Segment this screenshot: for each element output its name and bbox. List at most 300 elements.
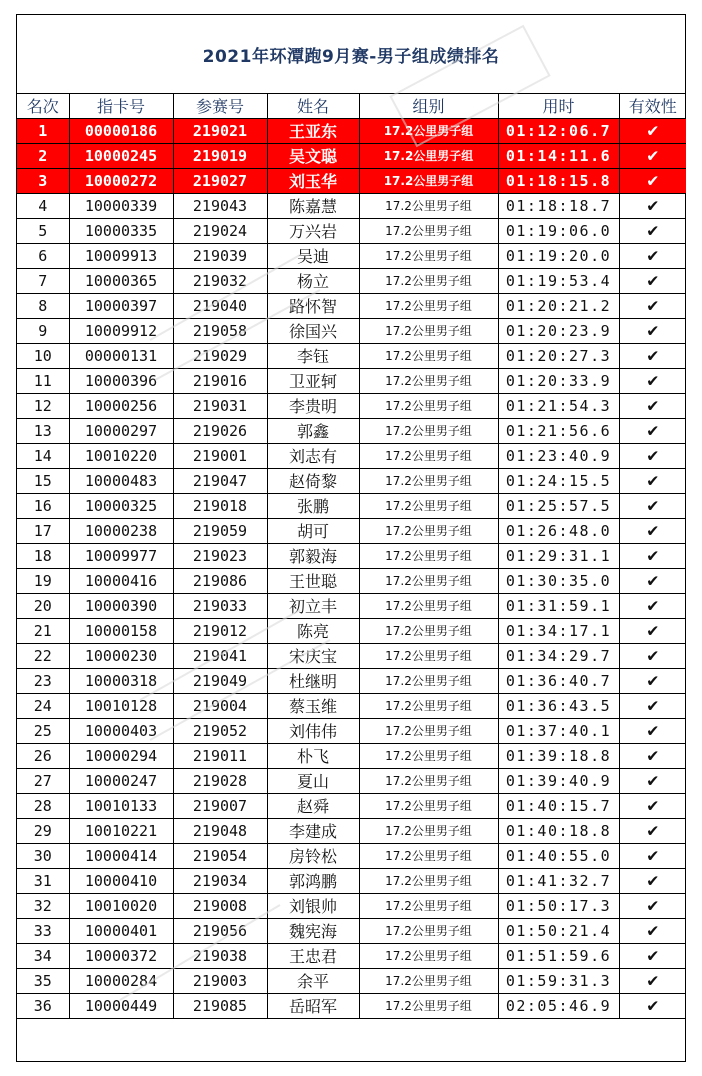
cell-group: 17.2公里男子组: [359, 768, 498, 793]
cell-runner-name: 杜继明: [267, 668, 359, 693]
cell-rank: 36: [17, 993, 69, 1018]
cell-runner-name: 吴迪: [267, 243, 359, 268]
cell-runner-name: 陈嘉慧: [267, 193, 359, 218]
cell-bib-number: 219023: [173, 543, 267, 568]
cell-group: 17.2公里男子组: [359, 118, 498, 143]
cell-rank: 25: [17, 718, 69, 743]
cell-finish-time: 01:19:20.0: [498, 243, 619, 268]
cell-finish-time: 01:50:17.3: [498, 893, 619, 918]
cell-bib-number: 219027: [173, 168, 267, 193]
cell-bib-number: 219001: [173, 443, 267, 468]
table-row: [17, 718, 686, 743]
header-bib: 参赛号: [173, 94, 267, 118]
table-row: [17, 168, 686, 193]
cell-valid-check: ✔: [619, 368, 686, 393]
cell-rank: 20: [17, 593, 69, 618]
cell-rank: 24: [17, 693, 69, 718]
cell-finish-time: 01:40:55.0: [498, 843, 619, 868]
cell-card-number: 10000272: [69, 168, 173, 193]
cell-valid-check: ✔: [619, 343, 686, 368]
cell-finish-time: 01:18:15.8: [498, 168, 619, 193]
table-row: [17, 643, 686, 668]
table-row: [17, 393, 686, 418]
cell-group: 17.2公里男子组: [359, 593, 498, 618]
table-row: [17, 818, 686, 843]
cell-card-number: 10010220: [69, 443, 173, 468]
cell-bib-number: 219039: [173, 243, 267, 268]
cell-valid-check: ✔: [619, 143, 686, 168]
cell-rank: 26: [17, 743, 69, 768]
cell-group: 17.2公里男子组: [359, 393, 498, 418]
table-row: [17, 993, 686, 1018]
table-row: [17, 693, 686, 718]
cell-finish-time: 01:20:21.2: [498, 293, 619, 318]
cell-group: 17.2公里男子组: [359, 418, 498, 443]
cell-valid-check: ✔: [619, 643, 686, 668]
cell-valid-check: ✔: [619, 518, 686, 543]
cell-group: 17.2公里男子组: [359, 143, 498, 168]
cell-valid-check: ✔: [619, 768, 686, 793]
cell-runner-name: 朴飞: [267, 743, 359, 768]
cell-card-number: 10000449: [69, 993, 173, 1018]
table-row: [17, 193, 686, 218]
results-body: [17, 118, 686, 1018]
cell-valid-check: ✔: [619, 218, 686, 243]
table-row: [17, 893, 686, 918]
cell-group: 17.2公里男子组: [359, 543, 498, 568]
cell-group: 17.2公里男子组: [359, 893, 498, 918]
cell-card-number: 10009977: [69, 543, 173, 568]
header-time: 用时: [498, 94, 619, 118]
cell-card-number: 10000396: [69, 368, 173, 393]
cell-finish-time: 01:41:32.7: [498, 868, 619, 893]
cell-rank: 2: [17, 143, 69, 168]
cell-group: 17.2公里男子组: [359, 568, 498, 593]
cell-bib-number: 219008: [173, 893, 267, 918]
cell-valid-check: ✔: [619, 243, 686, 268]
cell-card-number: 10000416: [69, 568, 173, 593]
cell-valid-check: ✔: [619, 818, 686, 843]
cell-group: 17.2公里男子组: [359, 268, 498, 293]
cell-group: 17.2公里男子组: [359, 168, 498, 193]
cell-card-number: 10000365: [69, 268, 173, 293]
cell-rank: 19: [17, 568, 69, 593]
cell-rank: 11: [17, 368, 69, 393]
cell-group: 17.2公里男子组: [359, 618, 498, 643]
cell-runner-name: 郭鸿鹏: [267, 868, 359, 893]
cell-group: 17.2公里男子组: [359, 343, 498, 368]
cell-runner-name: 路怀智: [267, 293, 359, 318]
cell-group: 17.2公里男子组: [359, 293, 498, 318]
cell-rank: 14: [17, 443, 69, 468]
cell-finish-time: 02:05:46.9: [498, 993, 619, 1018]
cell-rank: 12: [17, 393, 69, 418]
cell-card-number: 10000318: [69, 668, 173, 693]
table-row: [17, 243, 686, 268]
cell-card-number: 10000414: [69, 843, 173, 868]
cell-finish-time: 01:19:06.0: [498, 218, 619, 243]
cell-valid-check: ✔: [619, 568, 686, 593]
cell-rank: 31: [17, 868, 69, 893]
cell-runner-name: 赵舜: [267, 793, 359, 818]
cell-valid-check: ✔: [619, 918, 686, 943]
cell-valid-check: ✔: [619, 593, 686, 618]
cell-card-number: 10000410: [69, 868, 173, 893]
table-row: [17, 343, 686, 368]
cell-runner-name: 夏山: [267, 768, 359, 793]
header-rank: 名次: [17, 94, 69, 118]
cell-valid-check: ✔: [619, 968, 686, 993]
cell-finish-time: 01:39:18.8: [498, 743, 619, 768]
cell-runner-name: 李钰: [267, 343, 359, 368]
cell-runner-name: 岳昭军: [267, 993, 359, 1018]
table-row: [17, 418, 686, 443]
cell-runner-name: 魏宪海: [267, 918, 359, 943]
cell-card-number: 00000131: [69, 343, 173, 368]
cell-finish-time: 01:25:57.5: [498, 493, 619, 518]
cell-rank: 29: [17, 818, 69, 843]
cell-finish-time: 01:40:15.7: [498, 793, 619, 818]
cell-group: 17.2公里男子组: [359, 468, 498, 493]
cell-runner-name: 蔡玉维: [267, 693, 359, 718]
cell-finish-time: 01:59:31.3: [498, 968, 619, 993]
cell-finish-time: 01:40:18.8: [498, 818, 619, 843]
table-row: [17, 568, 686, 593]
cell-runner-name: 郭毅海: [267, 543, 359, 568]
cell-finish-time: 01:51:59.6: [498, 943, 619, 968]
table-row: [17, 493, 686, 518]
cell-card-number: 10010128: [69, 693, 173, 718]
cell-rank: 27: [17, 768, 69, 793]
table-row: [17, 768, 686, 793]
cell-valid-check: ✔: [619, 418, 686, 443]
cell-finish-time: 01:20:23.9: [498, 318, 619, 343]
cell-rank: 30: [17, 843, 69, 868]
cell-runner-name: 李贵明: [267, 393, 359, 418]
cell-rank: 35: [17, 968, 69, 993]
cell-runner-name: 刘伟伟: [267, 718, 359, 743]
cell-card-number: 10010133: [69, 793, 173, 818]
cell-runner-name: 张鹏: [267, 493, 359, 518]
cell-runner-name: 房铃松: [267, 843, 359, 868]
header-valid: 有效性: [619, 94, 686, 118]
results-sheet: [16, 14, 686, 1062]
cell-card-number: 10000372: [69, 943, 173, 968]
cell-valid-check: ✔: [619, 743, 686, 768]
cell-bib-number: 219047: [173, 468, 267, 493]
cell-group: 17.2公里男子组: [359, 743, 498, 768]
cell-bib-number: 219054: [173, 843, 267, 868]
table-row: [17, 843, 686, 868]
cell-valid-check: ✔: [619, 868, 686, 893]
cell-finish-time: 01:50:21.4: [498, 918, 619, 943]
cell-rank: 8: [17, 293, 69, 318]
cell-group: 17.2公里男子组: [359, 518, 498, 543]
cell-card-number: 10000230: [69, 643, 173, 668]
cell-bib-number: 219021: [173, 118, 267, 143]
cell-card-number: 10000294: [69, 743, 173, 768]
cell-bib-number: 219086: [173, 568, 267, 593]
cell-bib-number: 219048: [173, 818, 267, 843]
header-group: 组别: [359, 94, 498, 118]
cell-rank: 3: [17, 168, 69, 193]
cell-rank: 9: [17, 318, 69, 343]
cell-finish-time: 01:36:43.5: [498, 693, 619, 718]
cell-group: 17.2公里男子组: [359, 818, 498, 843]
cell-bib-number: 219019: [173, 143, 267, 168]
cell-rank: 23: [17, 668, 69, 693]
cell-bib-number: 219040: [173, 293, 267, 318]
cell-valid-check: ✔: [619, 993, 686, 1018]
cell-finish-time: 01:14:11.6: [498, 143, 619, 168]
cell-valid-check: ✔: [619, 493, 686, 518]
cell-rank: 5: [17, 218, 69, 243]
cell-bib-number: 219024: [173, 218, 267, 243]
cell-bib-number: 219028: [173, 768, 267, 793]
cell-rank: 28: [17, 793, 69, 818]
cell-bib-number: 219038: [173, 943, 267, 968]
cell-bib-number: 219004: [173, 693, 267, 718]
cell-card-number: 10010020: [69, 893, 173, 918]
cell-valid-check: ✔: [619, 118, 686, 143]
cell-rank: 21: [17, 618, 69, 643]
cell-card-number: 10000158: [69, 618, 173, 643]
cell-finish-time: 01:34:17.1: [498, 618, 619, 643]
cell-card-number: 10000339: [69, 193, 173, 218]
table-row: [17, 743, 686, 768]
cell-runner-name: 王忠君: [267, 943, 359, 968]
cell-bib-number: 219003: [173, 968, 267, 993]
cell-card-number: 00000186: [69, 118, 173, 143]
cell-bib-number: 219034: [173, 868, 267, 893]
table-row: [17, 468, 686, 493]
cell-bib-number: 219052: [173, 718, 267, 743]
cell-valid-check: ✔: [619, 943, 686, 968]
cell-bib-number: 219043: [173, 193, 267, 218]
cell-runner-name: 宋庆宝: [267, 643, 359, 668]
cell-card-number: 10010221: [69, 818, 173, 843]
table-row: [17, 518, 686, 543]
sheet-title: 2021年环潭跑9月赛-男子组成绩排名: [17, 15, 685, 94]
table-row: [17, 668, 686, 693]
cell-finish-time: 01:24:15.5: [498, 468, 619, 493]
cell-group: 17.2公里男子组: [359, 243, 498, 268]
cell-runner-name: 初立丰: [267, 593, 359, 618]
cell-bib-number: 219041: [173, 643, 267, 668]
cell-card-number: 10009912: [69, 318, 173, 343]
cell-group: 17.2公里男子组: [359, 318, 498, 343]
cell-rank: 4: [17, 193, 69, 218]
cell-valid-check: ✔: [619, 268, 686, 293]
cell-card-number: 10000483: [69, 468, 173, 493]
cell-valid-check: ✔: [619, 318, 686, 343]
cell-card-number: 10000390: [69, 593, 173, 618]
cell-valid-check: ✔: [619, 618, 686, 643]
cell-finish-time: 01:37:40.1: [498, 718, 619, 743]
cell-rank: 34: [17, 943, 69, 968]
table-row: [17, 118, 686, 143]
table-row: [17, 968, 686, 993]
cell-card-number: 10000401: [69, 918, 173, 943]
cell-group: 17.2公里男子组: [359, 993, 498, 1018]
cell-runner-name: 余平: [267, 968, 359, 993]
table-row: [17, 868, 686, 893]
cell-finish-time: 01:30:35.0: [498, 568, 619, 593]
cell-group: 17.2公里男子组: [359, 968, 498, 993]
cell-finish-time: 01:20:27.3: [498, 343, 619, 368]
table-row: [17, 443, 686, 468]
cell-bib-number: 219049: [173, 668, 267, 693]
cell-card-number: 10000397: [69, 293, 173, 318]
cell-rank: 6: [17, 243, 69, 268]
cell-card-number: 10000403: [69, 718, 173, 743]
cell-bib-number: 219085: [173, 993, 267, 1018]
cell-bib-number: 219031: [173, 393, 267, 418]
cell-finish-time: 01:21:56.6: [498, 418, 619, 443]
cell-bib-number: 219011: [173, 743, 267, 768]
cell-valid-check: ✔: [619, 293, 686, 318]
table-row: [17, 143, 686, 168]
cell-runner-name: 赵倚黎: [267, 468, 359, 493]
cell-runner-name: 郭鑫: [267, 418, 359, 443]
cell-rank: 17: [17, 518, 69, 543]
cell-finish-time: 01:26:48.0: [498, 518, 619, 543]
table-row: [17, 593, 686, 618]
cell-group: 17.2公里男子组: [359, 443, 498, 468]
cell-group: 17.2公里男子组: [359, 918, 498, 943]
cell-valid-check: ✔: [619, 468, 686, 493]
cell-runner-name: 吴文聪: [267, 143, 359, 168]
cell-bib-number: 219056: [173, 918, 267, 943]
cell-finish-time: 01:12:06.7: [498, 118, 619, 143]
table-row: [17, 268, 686, 293]
cell-finish-time: 01:19:53.4: [498, 268, 619, 293]
cell-card-number: 10000335: [69, 218, 173, 243]
cell-card-number: 10000325: [69, 493, 173, 518]
cell-bib-number: 219018: [173, 493, 267, 518]
cell-rank: 10: [17, 343, 69, 368]
cell-rank: 32: [17, 893, 69, 918]
cell-group: 17.2公里男子组: [359, 643, 498, 668]
cell-bib-number: 219033: [173, 593, 267, 618]
table-row: [17, 218, 686, 243]
cell-group: 17.2公里男子组: [359, 218, 498, 243]
cell-group: 17.2公里男子组: [359, 868, 498, 893]
cell-card-number: 10000297: [69, 418, 173, 443]
cell-runner-name: 胡可: [267, 518, 359, 543]
cell-valid-check: ✔: [619, 793, 686, 818]
cell-runner-name: 刘志有: [267, 443, 359, 468]
cell-bib-number: 219032: [173, 268, 267, 293]
cell-valid-check: ✔: [619, 168, 686, 193]
cell-valid-check: ✔: [619, 193, 686, 218]
header-name: 姓名: [267, 94, 359, 118]
cell-runner-name: 万兴岩: [267, 218, 359, 243]
table-row: [17, 543, 686, 568]
cell-rank: 18: [17, 543, 69, 568]
cell-valid-check: ✔: [619, 718, 686, 743]
cell-group: 17.2公里男子组: [359, 693, 498, 718]
cell-bib-number: 219059: [173, 518, 267, 543]
cell-group: 17.2公里男子组: [359, 668, 498, 693]
cell-runner-name: 王世聪: [267, 568, 359, 593]
header-card: 指卡号: [69, 94, 173, 118]
cell-finish-time: 01:23:40.9: [498, 443, 619, 468]
cell-valid-check: ✔: [619, 843, 686, 868]
cell-rank: 7: [17, 268, 69, 293]
cell-rank: 13: [17, 418, 69, 443]
cell-rank: 22: [17, 643, 69, 668]
cell-group: 17.2公里男子组: [359, 843, 498, 868]
cell-finish-time: 01:39:40.9: [498, 768, 619, 793]
table-row: [17, 918, 686, 943]
cell-finish-time: 01:34:29.7: [498, 643, 619, 668]
cell-runner-name: 卫亚轲: [267, 368, 359, 393]
cell-bib-number: 219007: [173, 793, 267, 818]
table-row: [17, 618, 686, 643]
cell-group: 17.2公里男子组: [359, 943, 498, 968]
cell-rank: 16: [17, 493, 69, 518]
cell-runner-name: 徐国兴: [267, 318, 359, 343]
cell-card-number: 10000247: [69, 768, 173, 793]
cell-card-number: 10009913: [69, 243, 173, 268]
cell-card-number: 10000245: [69, 143, 173, 168]
cell-valid-check: ✔: [619, 393, 686, 418]
cell-bib-number: 219029: [173, 343, 267, 368]
cell-valid-check: ✔: [619, 543, 686, 568]
header-row: [17, 94, 686, 118]
cell-bib-number: 219012: [173, 618, 267, 643]
cell-runner-name: 刘玉华: [267, 168, 359, 193]
cell-runner-name: 李建成: [267, 818, 359, 843]
table-row: [17, 318, 686, 343]
cell-card-number: 10000238: [69, 518, 173, 543]
table-row: [17, 943, 686, 968]
cell-finish-time: 01:29:31.1: [498, 543, 619, 568]
cell-rank: 15: [17, 468, 69, 493]
cell-finish-time: 01:36:40.7: [498, 668, 619, 693]
cell-valid-check: ✔: [619, 668, 686, 693]
cell-group: 17.2公里男子组: [359, 368, 498, 393]
cell-valid-check: ✔: [619, 693, 686, 718]
cell-finish-time: 01:20:33.9: [498, 368, 619, 393]
cell-runner-name: 陈亮: [267, 618, 359, 643]
cell-group: 17.2公里男子组: [359, 193, 498, 218]
cell-bib-number: 219026: [173, 418, 267, 443]
cell-valid-check: ✔: [619, 443, 686, 468]
cell-group: 17.2公里男子组: [359, 718, 498, 743]
cell-group: 17.2公里男子组: [359, 493, 498, 518]
cell-group: 17.2公里男子组: [359, 793, 498, 818]
cell-bib-number: 219016: [173, 368, 267, 393]
cell-runner-name: 杨立: [267, 268, 359, 293]
cell-rank: 1: [17, 118, 69, 143]
table-row: [17, 293, 686, 318]
results-table: [17, 94, 686, 1019]
cell-runner-name: 王亚东: [267, 118, 359, 143]
cell-finish-time: 01:31:59.1: [498, 593, 619, 618]
cell-finish-time: 01:18:18.7: [498, 193, 619, 218]
cell-runner-name: 刘银帅: [267, 893, 359, 918]
table-row: [17, 793, 686, 818]
table-row: [17, 368, 686, 393]
cell-finish-time: 01:21:54.3: [498, 393, 619, 418]
cell-rank: 33: [17, 918, 69, 943]
cell-card-number: 10000284: [69, 968, 173, 993]
cell-bib-number: 219058: [173, 318, 267, 343]
cell-card-number: 10000256: [69, 393, 173, 418]
cell-valid-check: ✔: [619, 893, 686, 918]
